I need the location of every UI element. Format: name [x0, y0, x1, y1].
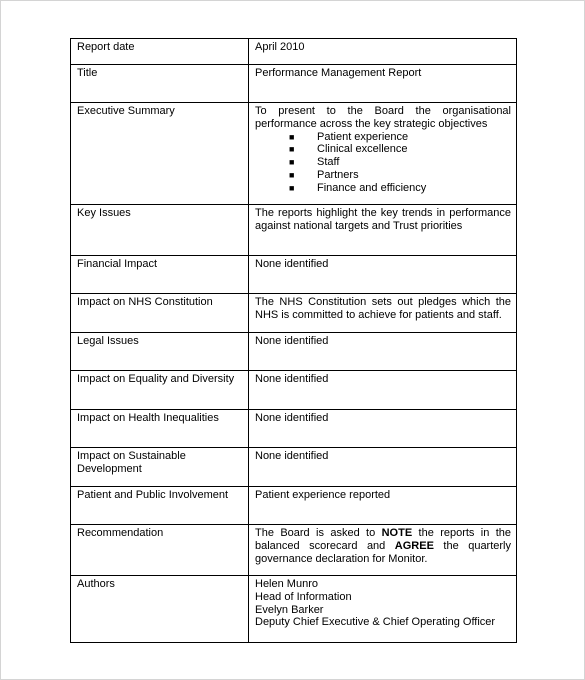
author-line: Head of Information: [255, 590, 352, 603]
summary-text: To present to the Board the organisational performance across the key strategic objectives: [255, 105, 511, 130]
bullet-icon: ■: [289, 182, 295, 193]
label-cell: Legal Issues: [71, 333, 249, 371]
label-cell: Financial Impact: [71, 256, 249, 294]
list-item: ■ Finance and efficiency: [289, 181, 427, 194]
value-cell: None identified: [249, 448, 517, 487]
row-nhs-constitution: [71, 294, 517, 333]
bullet-icon: ■: [289, 157, 295, 168]
value-cell: The Board is asked to NOTE the reports in the balanced scorecard and AGREE the quarterly governance declaration for Monitor.: [249, 525, 517, 576]
label-cell: Report date: [71, 39, 249, 65]
bullet-icon: ■: [289, 131, 295, 142]
label-cell: Executive Summary: [71, 103, 249, 205]
list-item: ■ Clinical excellence: [289, 143, 408, 156]
label-cell: Patient and Public Involvement: [71, 487, 249, 525]
row-report-date: [71, 39, 517, 65]
row-title: [71, 65, 517, 103]
row-financial-impact: [71, 256, 517, 294]
row-executive-summary: [71, 103, 517, 205]
bullet-icon: ■: [289, 144, 295, 155]
label-cell: Key Issues: [71, 205, 249, 256]
agree-emphasis: AGREE: [394, 539, 434, 552]
value-cell: The NHS Constitution sets out pledges which the NHS is committed to achieve for patients and staff.: [249, 294, 517, 333]
label-cell: Impact on NHS Constitution: [71, 294, 249, 333]
value-cell: The reports highlight the key trends in performance against national targets and Trust priorities: [249, 205, 517, 256]
note-emphasis: NOTE: [381, 527, 413, 539]
value-cell: None identified: [249, 371, 517, 410]
row-patient-public-involvement: [71, 487, 517, 525]
label-cell: Impact on Health Inequalities: [71, 410, 249, 448]
author-line: Deputy Chief Executive & Chief Operating Officer: [255, 616, 496, 629]
row-equality-diversity: [71, 371, 517, 410]
value-cell: Performance Management Report: [249, 65, 517, 103]
value-cell: [249, 103, 517, 205]
label-cell: Recommendation: [71, 525, 249, 576]
row-key-issues: [71, 205, 517, 256]
label-cell: Impact on Sustainable Development: [71, 448, 249, 487]
value-cell: [249, 576, 517, 643]
value-cell: None identified: [249, 410, 517, 448]
value-cell: None identified: [249, 256, 517, 294]
list-item: ■ Staff: [289, 156, 340, 169]
list-item: ■ Partners: [289, 168, 359, 181]
value-cell: None identified: [249, 333, 517, 371]
author-line: Helen Munro: [255, 578, 318, 590]
row-sustainable-development: [71, 448, 517, 487]
author-line: Evelyn Barker: [255, 603, 324, 616]
value-cell: Patient experience reported: [249, 487, 517, 525]
label-cell: Title: [71, 65, 249, 103]
bullet-icon: ■: [289, 169, 295, 180]
row-legal-issues: [71, 333, 517, 371]
row-recommendation: [71, 525, 517, 576]
list-item: ■ Patient experience: [289, 130, 409, 143]
row-health-inequalities: [71, 410, 517, 448]
label-cell: Authors: [71, 576, 249, 643]
report-cover-table: [70, 38, 517, 643]
value-cell: April 2010: [249, 39, 517, 65]
objectives-list: [255, 131, 511, 195]
label-cell: Impact on Equality and Diversity: [71, 371, 249, 410]
row-authors: [71, 576, 517, 643]
